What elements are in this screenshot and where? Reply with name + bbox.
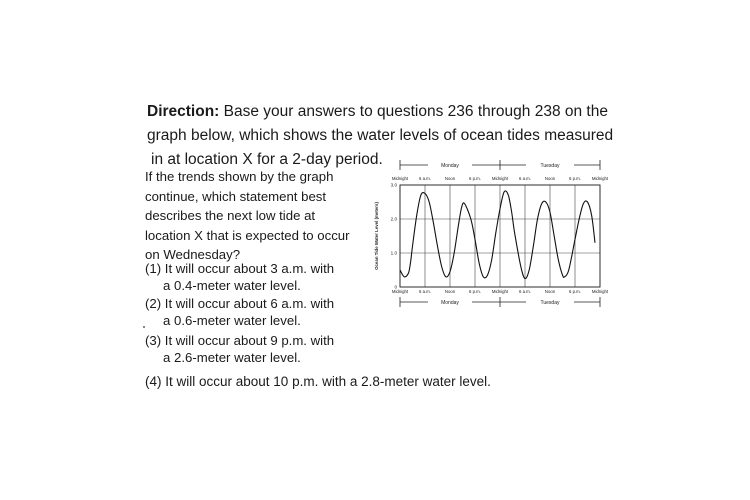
answer-choice-2[interactable] — [145, 295, 334, 329]
x-tick-label-top: Midnight — [391, 176, 409, 181]
question-line: describes the next low tide at — [145, 208, 316, 223]
y-tick-labels — [391, 183, 398, 290]
x-tick-label-bottom: Noon — [544, 289, 556, 294]
x-tick-label-top: 6 a.m. — [519, 176, 531, 181]
choice-line-1: (4) It will occur about 10 p.m. with a 2.8-meter water level. — [145, 374, 491, 389]
x-tick-label-bottom: Midnight — [591, 289, 608, 294]
direction-text-3: in at location X for a 2-day period. — [151, 151, 383, 168]
direction-text-2: graph below, which shows the water levels of ocean tides measured — [147, 127, 614, 144]
x-tick-label-top: Midnight — [491, 176, 509, 181]
choice-line-1: (2) It will occur about 6 a.m. with — [145, 296, 335, 311]
question-line: on Wednesday? — [145, 247, 241, 262]
x-tick-label-bottom: Midnight — [491, 289, 509, 294]
day-label-bottom-monday: Monday — [441, 300, 459, 306]
x-tick-label-top: 6 a.m. — [419, 176, 431, 181]
answer-choice-1[interactable] — [145, 260, 334, 294]
x-tick-label-top: 6 p.m. — [569, 176, 581, 181]
x-tick-label-top: Midnight — [591, 176, 608, 181]
direction-label: Direction: — [147, 103, 220, 120]
question-text — [145, 167, 370, 265]
question-line: location X that is expected to occur — [145, 227, 350, 243]
bottom-day-axis — [400, 297, 600, 307]
day-label-top-tuesday: Tuesday — [540, 163, 560, 169]
choice-line-1: (1) It will occur about 3 a.m. with — [145, 261, 335, 276]
x-tick-label-bottom: 6 p.m. — [569, 289, 581, 294]
chart-grid — [400, 185, 600, 287]
answer-choice-3[interactable] — [145, 332, 334, 366]
stray-dot — [143, 326, 145, 328]
tide-chart — [368, 155, 608, 315]
choice-line-2: a 0.6-meter water level. — [163, 313, 301, 328]
y-tick-label: 3.0 — [390, 182, 397, 188]
day-label-top-monday: Monday — [441, 163, 459, 169]
bottom-tick-labels — [392, 289, 608, 294]
x-tick-label-top: Noon — [444, 176, 456, 181]
x-tick-label-bottom: 6 a.m. — [419, 289, 431, 294]
choice-line-2: a 0.4-meter water level. — [163, 278, 301, 293]
tide-level-series-line — [400, 191, 595, 279]
y-axis-label: Ocean Tide Water Level (meters) — [374, 202, 379, 270]
choice-line-1: (3) It will occur about 9 p.m. with — [145, 333, 335, 348]
top-tick-labels — [392, 176, 608, 181]
choice-line-2: a 2.6-meter water level. — [163, 350, 301, 365]
y-tick-label: 2.0 — [390, 216, 397, 222]
direction-text-1: Base your answers to questions 236 through 238 on the — [223, 103, 608, 120]
x-tick-label-bottom: 6 a.m. — [519, 289, 531, 294]
y-tick-label: 1.0 — [390, 250, 397, 256]
x-tick-label-top: 6 p.m. — [469, 176, 481, 181]
x-tick-label-bottom: 6 p.m. — [469, 289, 481, 294]
x-tick-label-bottom: Midnight — [391, 289, 409, 294]
top-day-axis — [400, 160, 600, 170]
y-tick-label: 0 — [394, 284, 397, 290]
question-line: If the trends shown by the graph — [145, 169, 334, 184]
day-label-bottom-tuesday: Tuesday — [540, 300, 560, 306]
answer-choice-4[interactable] — [145, 374, 491, 389]
x-tick-label-top: Noon — [544, 176, 556, 181]
x-tick-label-bottom: Noon — [444, 289, 456, 294]
question-line: continue, which statement best — [145, 188, 327, 204]
